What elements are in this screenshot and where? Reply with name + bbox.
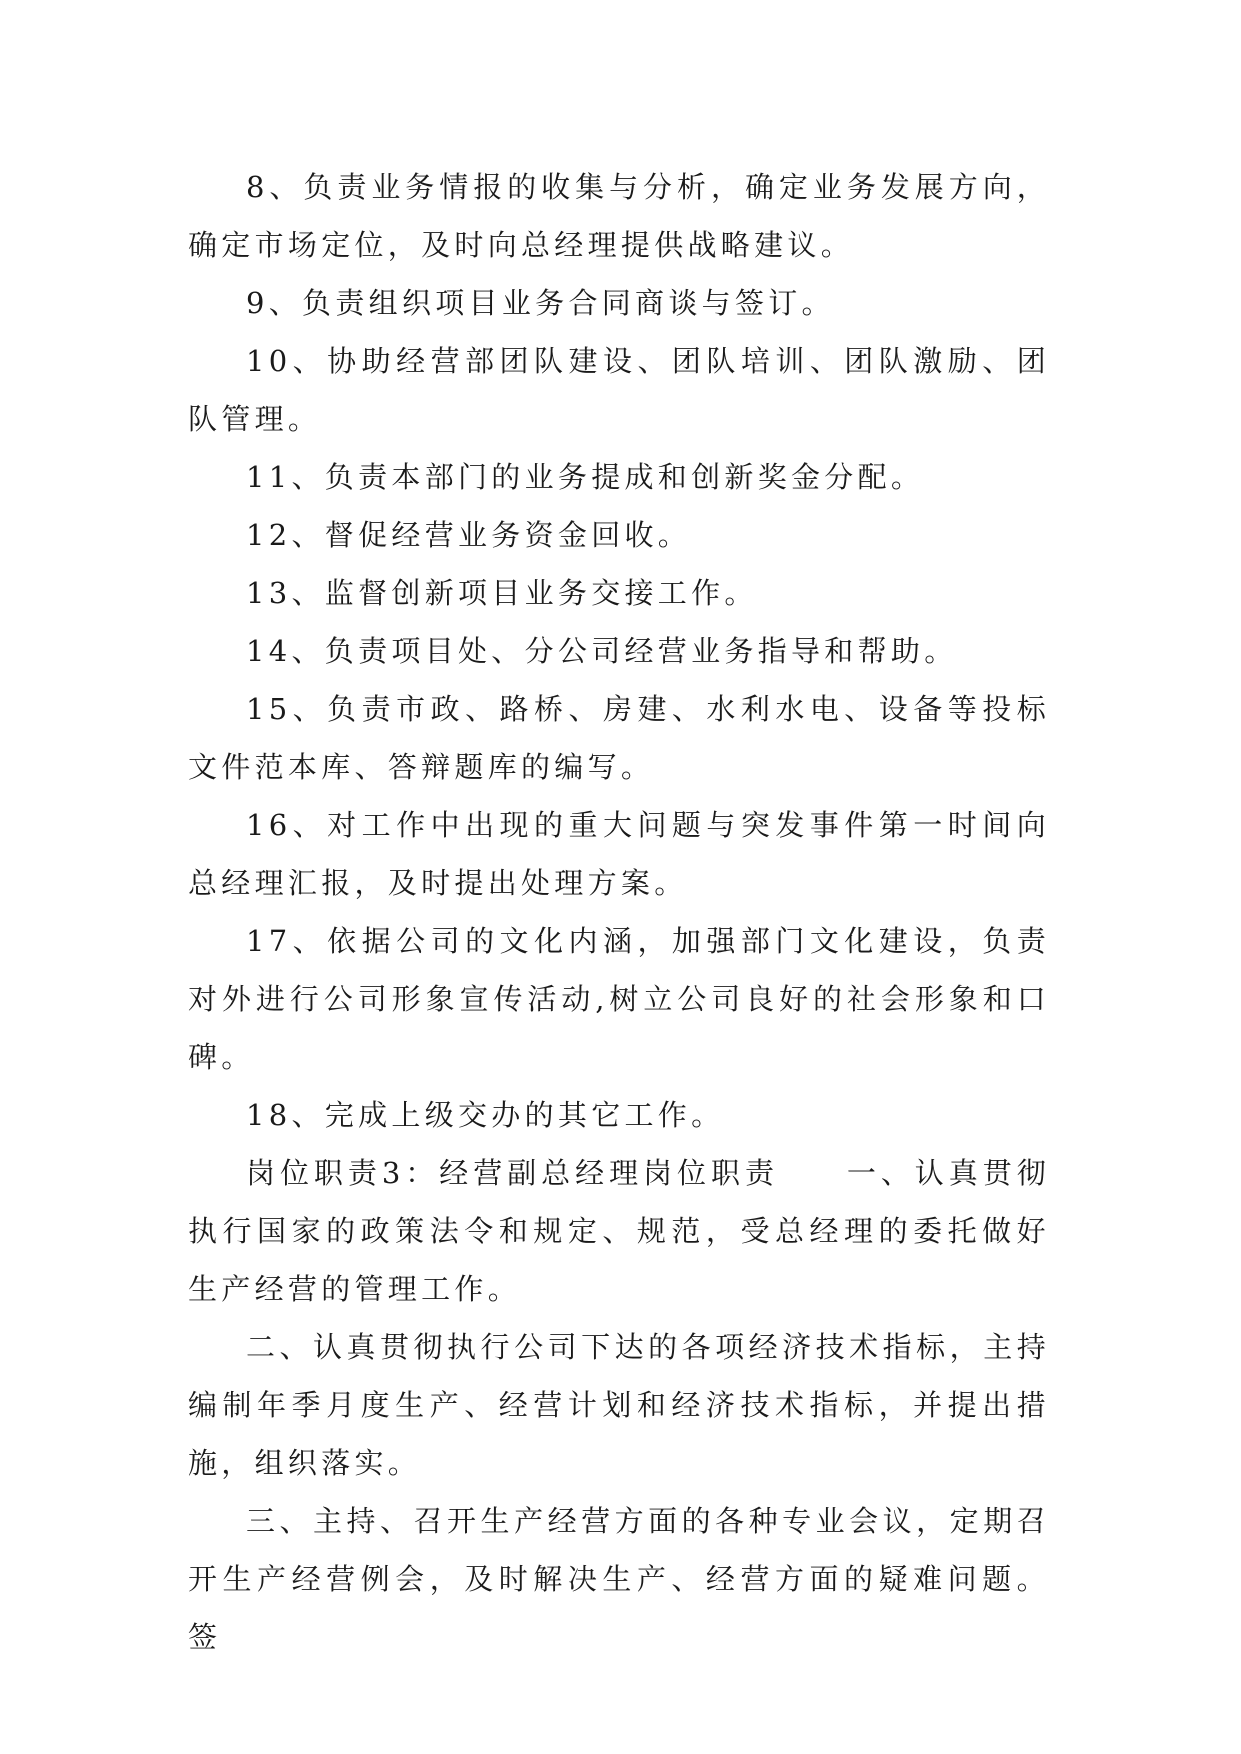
paragraph-item-17: 17、依据公司的文化内涵，加强部门文化建设，负责对外进行公司形象宣传活动,树立公司良好的社会形象和口碑。 (188, 924, 1050, 1074)
paragraph-item-2: 二、认真贯彻执行公司下达的各项经济技术指标，主持编制年季月度生产、经营计划和经济技术指标，并提出措施，组织落实。 (188, 1330, 1050, 1480)
paragraph-item-15: 15、负责市政、路桥、房建、水利水电、设备等投标文件范本库、答辩题库的编写。 (188, 692, 1050, 784)
paragraph-item-16: 16、对工作中出现的重大问题与突发事件第一时间向总经理汇报，及时提出处理方案。 (188, 808, 1050, 900)
paragraph-item-9: 9、负责组织项目业务合同商谈与签订。 (246, 286, 835, 320)
section-heading-duty-3: 岗位职责3：经营副总经理岗位职责 一、认真贯彻执行国家的政策法令和规定、规范，受总经理的委托做好生产经营的管理工作。 (188, 1156, 1050, 1306)
document-body (188, 158, 1050, 1666)
paragraph-item-3: 三、主持、召开生产经营方面的各种专业会议，定期召开生产经营例会，及时解决生产、经营方面的疑难问题。签 (188, 1504, 1050, 1654)
paragraph-item-14: 14、负责项目处、分公司经营业务指导和帮助。 (246, 634, 958, 668)
paragraph-item-11: 11、负责本部门的业务提成和创新奖金分配。 (246, 460, 925, 494)
paragraph-item-18: 18、完成上级交办的其它工作。 (246, 1098, 725, 1132)
paragraph-item-10: 10、协助经营部团队建设、团队培训、团队激励、团队管理。 (188, 344, 1050, 436)
paragraph-item-13: 13、监督创新项目业务交接工作。 (246, 576, 758, 610)
paragraph-item-12: 12、督促经营业务资金回收。 (246, 518, 692, 552)
paragraph-item-8: 8、负责业务情报的收集与分析，确定业务发展方向，确定市场定位，及时向总经理提供战略建议。 (188, 170, 1050, 262)
